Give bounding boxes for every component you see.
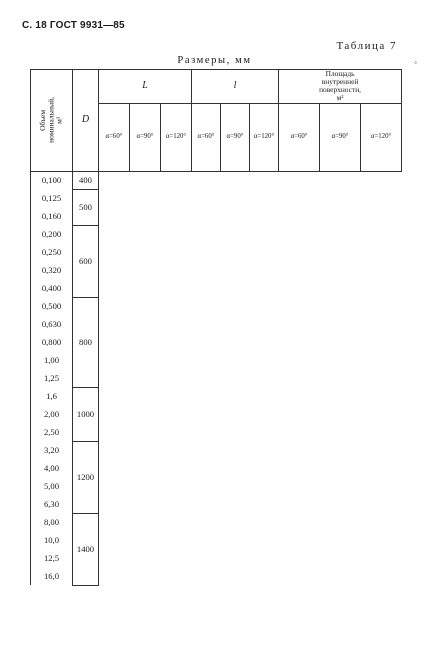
area-header-line: Площадь	[325, 69, 355, 78]
volume-cell: 0,100	[31, 171, 73, 189]
volume-cell: 4,00	[31, 459, 73, 477]
volume-cell: 0,320	[31, 261, 73, 279]
volume-header-line: Объем	[38, 108, 48, 130]
length-L-header: L	[99, 70, 192, 104]
area-header	[279, 70, 402, 104]
volume-cell: 0,200	[31, 225, 73, 243]
volume-cell: 0,250	[31, 243, 73, 261]
table-row	[31, 387, 402, 396]
table-row	[31, 189, 402, 198]
angle-header-l-0: α=60°	[192, 103, 221, 171]
table-row	[31, 441, 402, 450]
volume-cell: 12,5	[31, 549, 73, 567]
angle-header-L-1: α=90°	[130, 103, 161, 171]
table-number: Таблица 7	[336, 40, 397, 52]
area-header-line: м²	[336, 93, 344, 103]
volume-cell: 3,20	[31, 441, 73, 459]
angle-header-area-1: α=90°	[320, 103, 361, 171]
area-header-line: внутренней	[321, 77, 359, 87]
volume-cell: 2,50	[31, 423, 73, 441]
dimensions-table	[30, 69, 402, 586]
diameter-cell: 800	[73, 297, 99, 387]
area-header-line: поверхности,	[319, 85, 361, 95]
diameter-cell: 1400	[73, 513, 99, 585]
volume-header-line: номинальный,	[46, 96, 56, 143]
corner-mark: ◦	[414, 58, 417, 67]
table-row	[31, 297, 402, 306]
table-head	[31, 70, 402, 172]
angle-header-area-0: α=60°	[279, 103, 320, 171]
volume-cell: 5,00	[31, 477, 73, 495]
table-row	[31, 225, 402, 234]
table-row	[31, 171, 402, 180]
table-body	[31, 171, 402, 585]
page-header-standard: С. 18 ГОСТ 9931—85	[22, 20, 125, 31]
volume-cell: 6,30	[31, 495, 73, 513]
angle-header-l-1: α=90°	[221, 103, 250, 171]
volume-cell: 0,125	[31, 189, 73, 207]
volume-cell: 1,00	[31, 351, 73, 369]
diameter-header: D	[73, 70, 99, 172]
volume-cell: 1,25	[31, 369, 73, 387]
volume-cell: 2,00	[31, 405, 73, 423]
diameter-cell: 1200	[73, 441, 99, 513]
angle-header-L-0: α=60°	[99, 103, 130, 171]
volume-header-line: м³	[54, 115, 64, 123]
volume-cell: 0,160	[31, 207, 73, 225]
volume-cell: 8,00	[31, 513, 73, 531]
volume-cell: 0,400	[31, 279, 73, 297]
volume-cell: 10,0	[31, 531, 73, 549]
angle-header-area-2: α=120°	[361, 103, 402, 171]
angle-header-l-2: α=120°	[250, 103, 279, 171]
diameter-cell: 400	[73, 171, 99, 189]
angle-header-L-2: α=120°	[161, 103, 192, 171]
diameter-cell: 600	[73, 225, 99, 297]
volume-cell: 0,800	[31, 333, 73, 351]
volume-cell: 0,500	[31, 297, 73, 315]
table-caption: Размеры, мм	[177, 55, 252, 66]
length-l-header: l	[192, 70, 279, 104]
volume-header	[31, 70, 73, 172]
table-row	[31, 513, 402, 522]
diameter-cell: 1000	[73, 387, 99, 441]
volume-cell: 16,0	[31, 567, 73, 585]
diameter-cell: 500	[73, 189, 99, 225]
volume-cell: 0,630	[31, 315, 73, 333]
volume-cell: 1,6	[31, 387, 73, 405]
